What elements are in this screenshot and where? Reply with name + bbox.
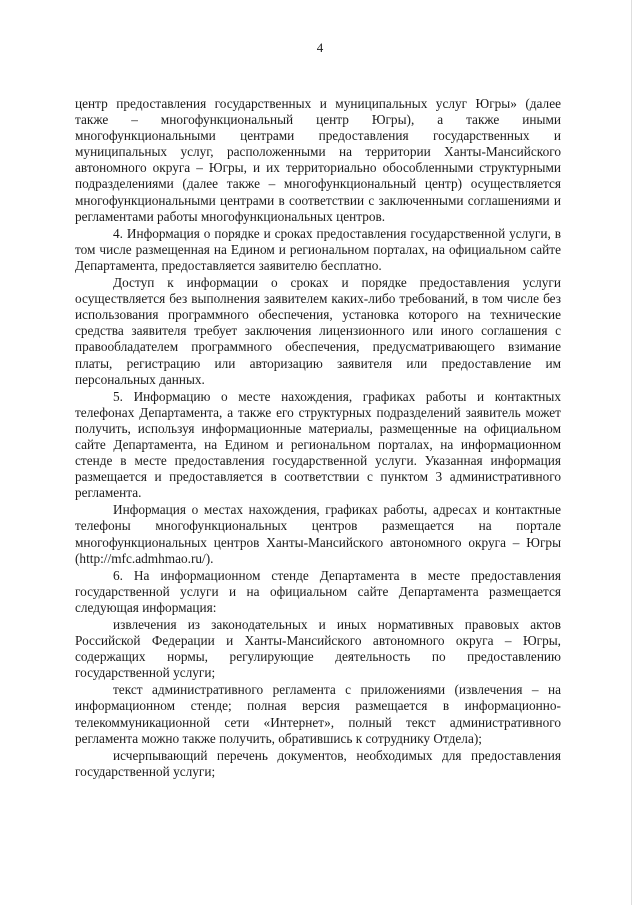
paragraph-item-5: 5. Информацию о месте нахождения, графиках работы и контактных телефонах Департамента, а также его структурных подразделений заявитель может получить, используя информационные материалы, размещенные на официальном сайте Департамента, на Едином и региональном порталах, на информационном стенде в месте предоставления государственной услуги. Указанная информация размещается и предоставляется в соответствии с пунктом 3 административного регламента. [75,388,561,501]
paragraph-mfc-info: Информация о местах нахождения, графиках работы, адресах и контактные телефоны многофункциональных центров размещается на портале многофункциональных центров Ханты-Мансийского автономного округа – Югры (http://mfc.admhmao.ru/). [75,502,561,566]
paragraph-document-list: исчерпывающий перечень документов, необходимых для предоставления государственной услуги; [75,747,561,779]
document-body [75,96,561,780]
paragraph-item-6: 6. На информационном стенде Департамента в месте предоставления государственной услуги и на официальном сайте Департамента размещается следующая информация: [75,567,561,615]
paragraph-regulation-text: текст административного регламента с приложениями (извлечения – на информационном стенде; полная версия размещается в информационно-телекоммуникационной сети «Интернет», полный текст административного регламента можно также получить, обратившись к сотруднику Отдела); [75,682,561,746]
paragraph-continuation: центр предоставления государственных и муниципальных услуг Югры» (далее также – многофункциональный центр Югры), а также иными многофункциональными центрами предоставления государственных и муниципальных услуг, расположенными на территории Ханты-Мансийского автономного округа – Югры, и их территориально обособленными структурными подразделениями (далее также – многофункциональный центр) осуществляется многофункциональными центрами в соответствии с заключенными соглашениями и регламентами работы многофункциональных центров. [75,96,561,224]
paragraph-access-info: Доступ к информации о сроках и порядке предоставления услуги осуществляется без выполнения заявителем каких-либо требований, в том числе без использования программного обеспечения, установка которого на технические средства заявителя требует заключения лицензионного или иного соглашения с правообладателем программного обеспечения, предусматривающего взимание платы, регистрацию или авторизацию заявителя или предоставление им персональных данных. [75,275,561,387]
paragraph-legal-extracts: извлечения из законодательных и иных нормативных правовых актов Российской Федерации и Ханты-Мансийского автономного округа – Югры, содержащих нормы, регулирующие деятельность по предоставлению государственной услуги; [75,617,561,681]
scan-edge-line [631,0,632,905]
paragraph-item-4: 4. Информация о порядке и сроках предоставления государственной услуги, в том числе размещенная на Едином и региональном порталах, на официальном сайте Департамента, предоставляется заявителю бесплатно. [75,225,561,273]
page-number: 4 [316,40,324,55]
